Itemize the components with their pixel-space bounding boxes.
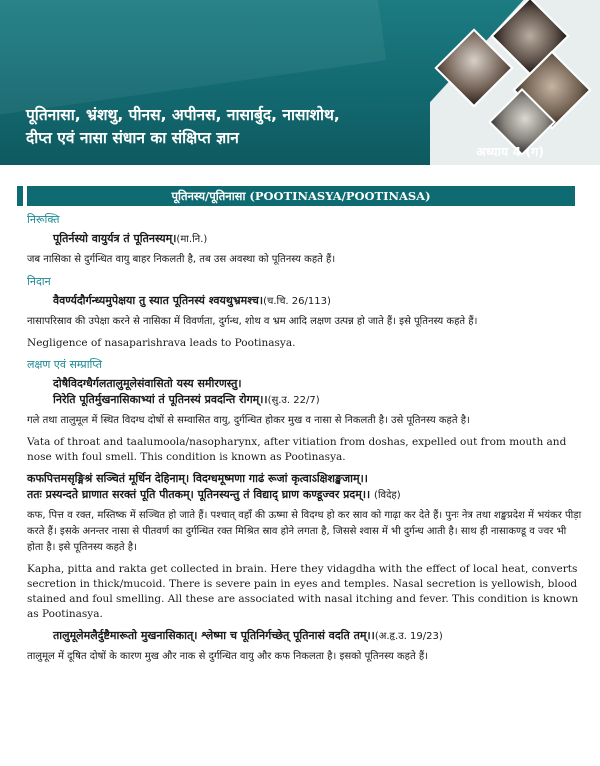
lakshan-hindi3: तालुमूल में दूषित दोषों के कारण मुख और नाक से दुर्गन्धित वायु और कफ निकलता है। इसको पूतिनस्य कहते हैं। [27,651,428,662]
lakshan-verse2-line1: कफपित्तमसृङ्मिश्रं सञ्चितं मूर्धिन देहिनाम्। विदग्धमूष्मणा गाढं रूजां कृत्वाऽक्षिशङ्खजाम्।। [27,472,368,485]
lakshan-verse2 [27,471,582,504]
lakshan-verse1-ref: (सु.उ. 22/7) [267,395,320,406]
nidan-verse-ref: (च.चि. 26/113) [263,296,331,307]
nidan-heading: निदान [27,275,51,288]
header-decoration [0,0,386,119]
nirukti-verse [53,231,582,248]
lakshan-english1: Vata of throat and taalumoola/nasopharynx, after vitiation from doshas, expelled out from mouth and nose with foul smell. This condition is known as Pootinasya. [27,436,567,463]
chapter-number: अध्याय 4 (ग) [476,144,544,159]
section-title: पूतिनस्य/पूतिनासा (POOTINASYA/POOTINASA) [27,186,575,206]
nidan-verse-text: वैवर्ण्यदौर्गन्ध्यमुपेक्षया तु स्यात पूतिनस्यं श्वयथुभ्रमश्च। [53,294,264,307]
chapter-header [0,0,600,165]
nirukti-verse-ref: (मा.नि.) [176,234,208,245]
lakshan-verse2-line2: ततः प्रस्यन्दते घ्राणात सरक्तं पूति पीतकम्। पूतिनस्यन्तु तं विद्याद् घ्राण कण्डूज्वर प्रदम्।। [27,488,371,501]
nirukti-verse-text: पूतिर्नस्यो वायुर्यत्र तं पूतिनस्यम्। [53,232,177,245]
lakshan-verse3-text: तालुमूलेमलैर्दुष्टैमारूतो मुखनासिकात्। श्लेष्मा च पूतिनिर्गच्छेत् पूतिनासं वदति तम्।। [53,629,375,642]
lakshan-hindi2: कफ, पित्त व रक्त, मस्तिष्क में सञ्चित हो जाते हैं। पश्चात् वहाँ की ऊष्मा से विदग्ध हो कर स्राव को गाढ़ा कर देते हैं। पुनः नेत्र तथा शङ्खप्रदेश में भयंकर पीड़ा करते हैं। इसके अनन्तर नासा से पीतवर्ण का दुर्गन्धित रक्त मिश्रित स्राव होने लगता है, जिससे श्वास में भी दुर्गन्ध आती है। साथ ही नासाकण्डू व ज्वर भी होता है। इसे पूतिनस्य कहते है। [27,510,582,553]
lakshan-verse1 [53,376,582,409]
lakshan-verse1-line1: दोषैविदग्धैर्गलतालुमूलेसंवासितो यस्य समीरणस्तु। [53,377,242,390]
nirukti-heading: निरूक्ति [27,213,60,226]
lakshan-hindi1: गले तथा तालुमूल में स्थित विदग्ध दोषों से सम्वासित वायु, दुर्गन्धित होकर मुख व नासा से निकलती है। उसे पूतिनस्य कहते है। [27,415,470,426]
nirukti-hindi: जब नासिका से दुर्गन्धित वायु बाहर निकलती है, तब उस अवस्था को पूतिनस्य कहते हैं। [27,254,336,265]
nidan-hindi: नासापरिस्राव की उपेक्षा करने से नासिका में विवर्णता, दुर्गन्ध, शोथ व भ्रम आदि लक्षण उत्पन्न हो जाते हैं। इसे पूतिनस्य कहते हैं। [27,316,478,327]
lakshan-verse1-line2: निरेति पूतिर्मुखनासिकाभ्यां तं पूतिनस्यं प्रवदन्ति रोगम्।। [53,393,268,406]
lakshan-verse2-ref: (विदेह) [374,490,401,501]
page-content [27,186,582,671]
chapter-title-line1: पूतिनासा, भ्रंशथु, पीनस, अपीनस, नासार्बुद, नासाशोथ, [26,106,340,124]
chapter-title [26,104,446,150]
chapter-title-line2: दीप्त एवं नासा संधान का संक्षिप्त ज्ञान [26,129,239,147]
nidan-verse [53,293,582,310]
lakshan-verse3 [53,628,582,645]
lakshan-english2: Kapha, pitta and rakta get collected in brain. Here they vidagdha with the effect of local heat, converts secretion in thick/mucoid. There is severe pain in eyes and temples. Nasal secretion is yellowish, blood stained and foul smelling. All these are associated with nasal itching and fever. This condition is known as Pootinasya. [27,563,579,620]
lakshan-heading: लक्षण एवं सम्प्राप्ति [27,358,103,371]
lakshan-verse3-ref: (अ.हृ.उ. 19/23) [374,631,443,642]
nidan-english: Negligence of nasaparishrava leads to Pootinasya. [27,337,296,349]
